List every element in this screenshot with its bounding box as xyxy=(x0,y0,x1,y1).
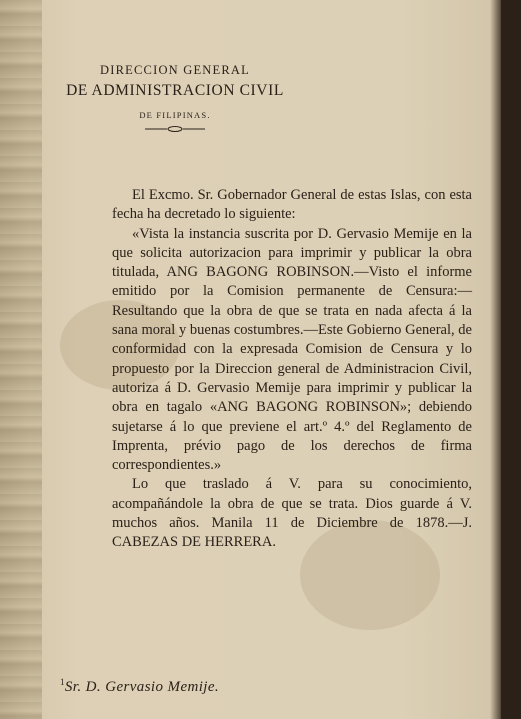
ornament-rule-icon xyxy=(145,125,205,133)
closing-paragraph: Lo que traslado á V. para su conocimiento, acompañándole la obra de que se trata. Dios guarde á V. muchos años. Manila 11 de Diciembre de 1878.—J. CABEZAS DE HERRERA. xyxy=(112,476,472,551)
addressee-line xyxy=(60,677,219,696)
decree-quote-paragraph: «Vista la instancia suscrita por D. Gervasio Memije en la que solicita autorizacion para imprimir y publicar la obra titulada, ANG BAGONG ROBINSON.—Visto el informe emitido por la Comision permanente de Censura:—Resultando que la obra de que se trata en nada afecta á la sana moral y buenas costumbres.—Este Gobierno General, de conformidad con la expresada Comision de Censura y lo propuesto por la Direccion general de Administracion Civil, autoriza á D. Gervasio Memije para imprimir y publicar la obra en tagalo «ANG BAGONG ROBINSON»; debiendo sujetarse á lo que previene el art.º 4.º del Reglamento de Imprenta, prévio pago de los derechos de firma correspondientes.» xyxy=(112,225,472,474)
letterhead-line-1: DIRECCION GENERAL xyxy=(100,63,250,77)
addressee-name: Sr. D. Gervasio Memije. xyxy=(64,679,220,695)
footnote-marker: 1 xyxy=(60,677,65,687)
letter-body xyxy=(112,186,472,553)
scan-background-strip xyxy=(501,0,521,719)
letterhead-line-3: DE FILIPINAS. xyxy=(139,110,211,120)
letterhead xyxy=(60,62,290,133)
decree-intro-paragraph: El Excmo. Sr. Gobernador General de estas Islas, con esta fecha ha decretado lo siguiente: xyxy=(112,187,472,223)
letterhead-line-2: DE ADMINISTRACION CIVIL xyxy=(66,82,284,99)
torn-left-edge xyxy=(0,0,42,719)
